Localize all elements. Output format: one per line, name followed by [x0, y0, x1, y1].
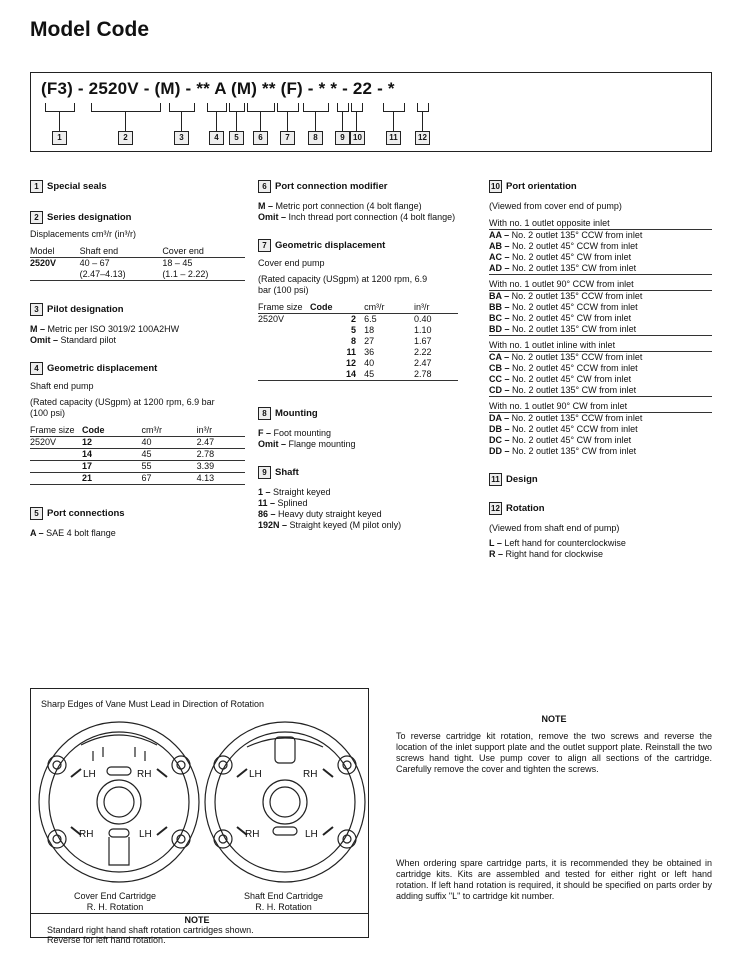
td: 12 — [82, 437, 93, 447]
s12-item — [489, 538, 712, 549]
item-key: AA – — [489, 230, 510, 240]
lh-label: LH — [139, 829, 152, 840]
code-box-10: 10 — [350, 131, 365, 145]
item-key: M – — [258, 201, 274, 211]
column-1 — [30, 180, 245, 539]
item-value: SAE 4 bolt flange — [43, 528, 116, 538]
td — [30, 461, 82, 473]
section-number: 2 — [30, 211, 43, 224]
s9-item — [258, 520, 458, 531]
item-key: A – — [30, 528, 44, 538]
s12-item — [489, 549, 712, 560]
item-key: Omit – — [258, 212, 287, 222]
item-value: Inch thread port connection (4 bolt flange) — [286, 212, 456, 222]
item-value: No. 2 outlet 45° CCW from inlet — [509, 424, 638, 434]
cover-displacement-table — [258, 302, 458, 381]
orient-item — [489, 446, 712, 457]
th: Frame size — [258, 302, 303, 312]
item-value: No. 2 outlet 135° CCW from inlet — [509, 230, 643, 240]
item-key: Omit – — [30, 335, 59, 345]
right-caption-line1: Shaft End Cartridge — [243, 891, 324, 901]
section-number: 5 — [30, 507, 43, 520]
section-11-heading — [489, 473, 712, 486]
code-box-2: 2 — [118, 131, 133, 145]
orient-item — [489, 291, 712, 302]
td: 11 — [346, 347, 357, 357]
section-number: 6 — [258, 180, 271, 193]
td: 21 — [82, 473, 93, 483]
td: 17 — [82, 461, 93, 471]
td: 12 — [346, 358, 357, 368]
orient-item — [489, 363, 712, 374]
td: 67 — [141, 473, 152, 483]
left-caption — [31, 891, 199, 913]
orient-item — [489, 413, 712, 424]
section-number: 10 — [489, 180, 502, 193]
item-value: Foot mounting — [271, 428, 332, 438]
bracket-6 — [247, 103, 275, 112]
item-value: Left hand for counterclockwise — [501, 538, 626, 548]
td — [258, 369, 310, 381]
section-number: 4 — [30, 362, 43, 375]
stem — [125, 111, 126, 131]
code-box-9: 9 — [335, 131, 350, 145]
left-caption-line1: Cover End Cartridge — [73, 891, 157, 901]
section-title: Design — [506, 474, 538, 485]
section-7-heading — [258, 239, 458, 252]
column-2 — [258, 180, 458, 531]
item-value: Splined — [275, 498, 308, 508]
section-number: 1 — [30, 180, 43, 193]
orient-item — [489, 230, 712, 241]
th: Shaft end — [79, 246, 119, 256]
td-line: 40 – 67 — [79, 258, 110, 268]
group-head: With no. 1 outlet inline with inlet — [489, 340, 712, 352]
section-title: Series designation — [47, 212, 132, 223]
td: 45 — [364, 369, 375, 379]
stem — [181, 111, 182, 131]
th: cm³/r — [141, 425, 163, 435]
section-number: 8 — [258, 407, 271, 420]
td: 2.22 — [414, 347, 432, 357]
td: 40 — [364, 358, 375, 368]
stem — [315, 111, 316, 131]
figure-note-title: NOTE — [184, 915, 210, 925]
section-title: Mounting — [275, 408, 318, 419]
section-number: 7 — [258, 239, 271, 252]
section-title: Port connection modifier — [275, 181, 388, 192]
th: cm³/r — [364, 302, 385, 312]
cartridge-figure-box — [30, 688, 369, 945]
item-key: Omit – — [258, 439, 287, 449]
item-key: DA – — [489, 413, 510, 423]
s9-item — [258, 498, 458, 509]
td-line: (1.1 – 2.22) — [162, 269, 209, 279]
td — [258, 347, 310, 358]
stem — [287, 111, 288, 131]
code-box-6: 6 — [253, 131, 268, 145]
stem — [59, 111, 60, 131]
item-value: No. 2 outlet 45° CW from inlet — [509, 435, 632, 445]
note-title: NOTE — [541, 714, 567, 724]
item-value: No. 2 outlet 135° CCW from inlet — [509, 413, 643, 423]
item-value: Metric port connection (4 bolt flange) — [273, 201, 422, 211]
td: 27 — [364, 336, 375, 346]
td: 6.5 — [364, 314, 377, 324]
td: 2520V — [30, 258, 57, 268]
td: 2.47 — [414, 358, 432, 368]
item-key: CC – — [489, 374, 510, 384]
item-value: Heavy duty straight keyed — [275, 509, 382, 519]
s7-sub1: Cover end pump — [258, 258, 325, 268]
td: 8 — [351, 336, 357, 346]
code-box-12: 12 — [415, 131, 430, 145]
td: 45 — [141, 449, 152, 459]
item-key: R – — [489, 549, 504, 559]
section-title: Pilot designation — [47, 304, 124, 315]
item-value: No. 2 outlet 135° CCW from inlet — [509, 291, 643, 301]
td-line: (2.47–4.13) — [79, 269, 126, 279]
bracket-11 — [383, 103, 405, 112]
td: 55 — [141, 461, 152, 471]
s12-sub: (Viewed from shaft end of pump) — [489, 523, 620, 533]
code-box-5: 5 — [229, 131, 244, 145]
item-value: No. 2 outlet 135° CW from inlet — [509, 446, 637, 456]
rh-label: RH — [303, 769, 318, 780]
s8-item — [258, 428, 458, 439]
td: 14 — [82, 449, 93, 459]
th: Cover end — [162, 246, 204, 256]
figure-caption: Sharp Edges of Vane Must Lead in Direction of Rotation — [41, 699, 264, 709]
s6-item — [258, 212, 458, 223]
td: 2 — [351, 314, 357, 324]
s10-sub: (Viewed from cover end of pump) — [489, 201, 622, 211]
code-box-11: 11 — [386, 131, 401, 145]
bracket-4 — [207, 103, 227, 112]
code-box-4: 4 — [209, 131, 224, 145]
item-key: DD – — [489, 446, 510, 456]
td — [80, 258, 163, 281]
figure-note-line1: Standard right hand shaft rotation cartridges shown. — [47, 925, 254, 935]
orient-item — [489, 263, 712, 275]
td — [30, 473, 82, 485]
item-value: No. 2 outlet 135° CW from inlet — [509, 385, 637, 395]
item-key: BD – — [489, 324, 510, 334]
stem — [260, 111, 261, 131]
td: 2520V — [30, 437, 57, 447]
stem — [393, 111, 394, 131]
orient-item — [489, 313, 712, 324]
item-key: CD – — [489, 385, 510, 395]
stem — [342, 111, 343, 131]
item-key: DC – — [489, 435, 510, 445]
item-key: BC – — [489, 313, 510, 323]
figure-note-line2: Reverse for left hand rotation. — [47, 935, 166, 945]
s9-item — [258, 509, 458, 520]
group-head: With no. 1 outlet 90° CW from inlet — [489, 401, 712, 413]
orient-item — [489, 352, 712, 363]
td — [258, 336, 310, 347]
right-caption-line2: R. H. Rotation — [255, 902, 312, 912]
figure-note — [47, 915, 347, 945]
bracket-12 — [417, 103, 429, 112]
s4-sub2: (Rated capacity (USgpm) at 1200 rpm, 6.9 bar (100 psi) — [30, 397, 215, 418]
item-key: AB – — [489, 241, 510, 251]
td-line: 18 – 45 — [162, 258, 193, 268]
item-key: 1 – — [258, 487, 271, 497]
divider — [31, 913, 368, 914]
section-10-heading — [489, 180, 712, 193]
td: 2.78 — [414, 369, 432, 379]
s8-item — [258, 439, 458, 450]
item-value: Right hand for clockwise — [503, 549, 604, 559]
section-2-heading — [30, 211, 245, 224]
item-key: 192N – — [258, 520, 288, 530]
rh-label: RH — [245, 829, 260, 840]
section-number: 11 — [489, 473, 502, 486]
s9-item — [258, 487, 458, 498]
section-6-heading — [258, 180, 458, 193]
th: Code — [82, 425, 105, 435]
bracket-3 — [169, 103, 195, 112]
note-paragraph-2: When ordering spare cartridge parts, it is recommended they be obtained in cartridge kits. Kits are assembled and tested for either right or left hand rotation. If left hand rotation is required, it should be specified on parts order by adding suffix "L" to cartridge kit number. — [396, 858, 712, 901]
td: 2520V — [258, 314, 285, 324]
td: 2.47 — [196, 437, 215, 447]
bracket-1 — [45, 103, 75, 112]
item-value: No. 2 outlet 45° CCW from inlet — [509, 241, 638, 251]
cover-end-cartridge-drawing — [39, 722, 199, 882]
item-key: AC – — [489, 252, 510, 262]
item-key: 86 – — [258, 509, 276, 519]
code-box-1: 1 — [52, 131, 67, 145]
td — [258, 325, 310, 336]
item-key: F – — [258, 428, 272, 438]
td: 4.13 — [196, 473, 215, 483]
section-title: Shaft — [275, 467, 299, 478]
td: 18 — [364, 325, 375, 335]
item-key: L – — [489, 538, 502, 548]
lh-label: LH — [249, 769, 262, 780]
item-value: No. 2 outlet 135° CW from inlet — [509, 263, 637, 273]
section-number: 9 — [258, 466, 271, 479]
orient-item — [489, 252, 712, 263]
item-value: Standard pilot — [58, 335, 117, 345]
bracket-7 — [277, 103, 299, 112]
section-5-heading — [30, 507, 245, 520]
section-3-heading — [30, 303, 245, 316]
ordering-note — [396, 858, 712, 902]
td: 2.78 — [196, 449, 215, 459]
left-caption-line2: R. H. Rotation — [86, 902, 144, 912]
model-code-string: (F3) - 2520V - (M) - ** A (M) ** (F) - * * - 22 - * — [41, 79, 395, 98]
note-paragraph-1: To reverse cartridge kit rotation, remove the two screws and reverse the location of the inlet support plate and the outlet support plate. Reinstall the two screws hand tight. Use pump cover to align all sections of the cartridge. Carefully remove the cover and tighten the screws. — [396, 731, 712, 774]
bracket-8 — [303, 103, 329, 112]
section-title: Special seals — [47, 181, 107, 192]
section-title: Port orientation — [506, 181, 577, 192]
shaft-end-cartridge-drawing — [205, 722, 365, 882]
section-number: 3 — [30, 303, 43, 316]
item-value: No. 2 outlet 45° CW from inlet — [509, 374, 632, 384]
s7-sub2: (Rated capacity (USgpm) at 1200 rpm, 6.9 bar (100 psi) — [258, 274, 428, 295]
bracket-2 — [91, 103, 161, 112]
group-head: With no. 1 outlet 90° CCW from inlet — [489, 279, 712, 291]
section-title: Rotation — [506, 503, 545, 514]
section-1-heading — [30, 180, 245, 193]
item-value: No. 2 outlet 135° CCW from inlet — [509, 352, 643, 362]
section-9-heading — [258, 466, 458, 479]
code-box-7: 7 — [280, 131, 295, 145]
model-code-box — [30, 72, 712, 152]
bracket-9 — [337, 103, 349, 112]
td: 3.39 — [196, 461, 215, 471]
item-key: M – — [30, 324, 46, 334]
td: 40 — [141, 437, 152, 447]
item-value: Flange mounting — [286, 439, 356, 449]
code-box-8: 8 — [308, 131, 323, 145]
column-3 — [489, 180, 712, 560]
item-key: DB – — [489, 424, 510, 434]
th: in³/r — [414, 302, 430, 312]
bracket-10 — [351, 103, 363, 112]
item-key: 11 – — [258, 498, 276, 508]
lh-label: LH — [83, 769, 96, 780]
item-key: AD – — [489, 263, 510, 273]
item-value: Metric per ISO 3019/2 100A2HW — [45, 324, 180, 334]
orient-item — [489, 424, 712, 435]
item-value: No. 2 outlet 45° CCW from inlet — [509, 363, 638, 373]
group-head: With no. 1 outlet opposite inlet — [489, 218, 712, 230]
td — [258, 358, 310, 369]
item-key: CB – — [489, 363, 510, 373]
orient-item — [489, 374, 712, 385]
shaft-displacement-table — [30, 425, 245, 485]
td — [30, 449, 82, 461]
section-title: Geometric displacement — [275, 240, 386, 251]
th: Code — [310, 302, 333, 312]
rotation-note — [396, 714, 712, 775]
s5-item — [30, 528, 245, 539]
item-value: No. 2 outlet 135° CW from inlet — [509, 324, 637, 334]
rh-label: RH — [137, 769, 152, 780]
s4-sub1: Shaft end pump — [30, 381, 94, 391]
code-box-3: 3 — [174, 131, 189, 145]
th: in³/r — [196, 425, 213, 435]
page-title: Model Code — [30, 18, 149, 41]
item-key: CA – — [489, 352, 510, 362]
rh-label: RH — [79, 829, 94, 840]
s3-item — [30, 335, 245, 346]
section-4-heading — [30, 362, 245, 375]
stem — [236, 111, 237, 131]
td: 36 — [364, 347, 375, 357]
item-value: Straight keyed (M pilot only) — [287, 520, 402, 530]
td: 1.10 — [414, 325, 432, 335]
orient-item — [489, 241, 712, 252]
item-value: Straight keyed — [270, 487, 331, 497]
td: 1.67 — [414, 336, 432, 346]
cartridge-diagrams — [31, 715, 368, 890]
orient-item — [489, 435, 712, 446]
stem — [216, 111, 217, 131]
section-title: Port connections — [47, 508, 125, 519]
item-key: BB – — [489, 302, 510, 312]
bracket-5 — [229, 103, 245, 112]
td: 0.40 — [414, 314, 432, 324]
section-number: 12 — [489, 502, 502, 515]
item-value: No. 2 outlet 45° CCW from inlet — [509, 302, 638, 312]
item-key: BA – — [489, 291, 510, 301]
orient-item — [489, 385, 712, 397]
s6-item — [258, 201, 458, 212]
lh-label: LH — [305, 829, 318, 840]
section-title: Geometric displacement — [47, 363, 158, 374]
item-value: No. 2 outlet 45° CW from inlet — [509, 313, 632, 323]
td: 14 — [346, 369, 357, 379]
series-table — [30, 246, 245, 281]
orient-item — [489, 324, 712, 336]
td: 5 — [351, 325, 357, 335]
th: Model — [30, 246, 55, 256]
section-8-heading — [258, 407, 458, 420]
stem — [356, 111, 357, 131]
right-caption — [199, 891, 368, 913]
section-12-heading — [489, 502, 712, 515]
s3-item — [30, 324, 245, 335]
item-value: No. 2 outlet 45° CW from inlet — [509, 252, 632, 262]
td — [162, 258, 245, 281]
orient-item — [489, 302, 712, 313]
s2-sub: Displacements cm³/r (in³/r) — [30, 229, 137, 239]
th: Frame size — [30, 425, 75, 435]
stem — [422, 111, 423, 131]
